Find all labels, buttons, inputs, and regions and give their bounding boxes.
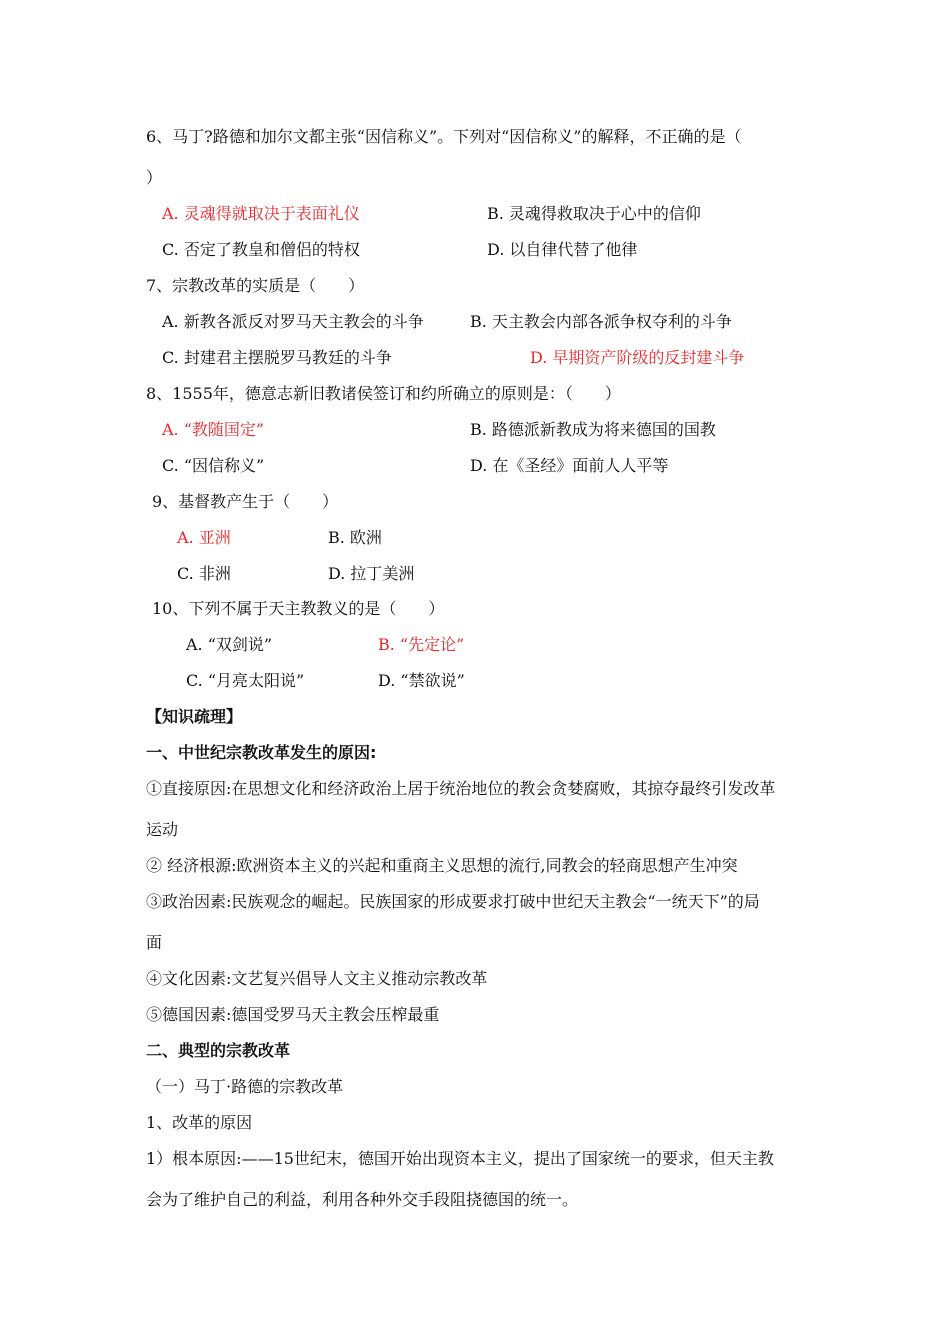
q6-option-a: A. 灵魂得就取决于表面礼仪: [162, 204, 360, 223]
q8-option-d: D. 在《圣经》面前人人平等: [470, 456, 669, 475]
root-cause: 1）根本原因:——15世纪末，德国开始出现资本主义，提出了国家统一的要求，但天主教: [146, 1149, 774, 1168]
q7-option-b: B. 天主教会内部各派争权夺利的斗争: [470, 312, 732, 331]
q6-stem-cont: ）: [146, 168, 163, 187]
q8-option-a: A. “教随国定”: [162, 420, 265, 439]
section-1-title: 一、中世纪宗教改革发生的原因:: [146, 743, 377, 762]
q7-option-d: D. 早期资产阶级的反封建斗争: [530, 348, 745, 367]
q6-option-b: B. 灵魂得救取决于心中的信仰: [487, 204, 701, 223]
q8-option-c: C. “因信称义”: [162, 456, 265, 475]
q9-option-b: B. 欧洲: [328, 528, 382, 547]
cause-cultural: ④文化因素:文艺复兴倡导人文主义推动宗教改革: [146, 969, 488, 988]
q6-option-c: C. 否定了教皇和僧侣的特权: [162, 240, 360, 259]
q7-option-a: A. 新教各派反对罗马天主教会的斗争: [162, 312, 424, 331]
q6-stem: 6、马丁?路德和加尔文都主张“因信称义”。下列对“因信称义”的解释，不正确的是（: [146, 127, 742, 146]
q9-stem: 9、基督教产生于（ ）: [152, 492, 339, 511]
root-cause-cont: 会为了维护自己的利益，利用各种外交手段阻挠德国的统一。: [146, 1190, 579, 1209]
reform-cause-heading: 1、改革的原因: [146, 1113, 253, 1132]
cause-economic: ② 经济根源:欧洲资本主义的兴起和重商主义思想的流行,同教会的轻商思想产生冲突: [146, 856, 738, 875]
cause-germany: ⑤德国因素:德国受罗马天主教会压榨最重: [146, 1005, 440, 1024]
q10-option-a: A. “双剑说”: [186, 635, 273, 654]
q10-stem: 10、下列不属于天主教教义的是（ ）: [152, 599, 445, 618]
q10-option-c: C. “月亮太阳说”: [186, 671, 305, 690]
cause-political-cont: 面: [146, 933, 163, 952]
cause-direct-cont: 运动: [146, 820, 179, 839]
q9-option-a: A. 亚洲: [177, 528, 231, 547]
q6-option-d: D. 以自律代替了他律: [487, 240, 638, 259]
cause-direct: ①直接原因:在思想文化和经济政治上居于统治地位的教会贪婪腐败，其掠夺最终引发改革: [146, 779, 776, 798]
knowledge-heading: 【知识疏理】: [146, 707, 243, 726]
cause-political: ③政治因素:民族观念的崛起。民族国家的形成要求打破中世纪天主教会“一统天下”的局: [146, 892, 760, 911]
q9-option-d: D. 拉丁美洲: [328, 564, 415, 583]
section-2-subtitle: （一）马丁·路德的宗教改革: [146, 1077, 344, 1096]
q9-option-c: C. 非洲: [177, 564, 231, 583]
q7-stem: 7、宗教改革的实质是（ ）: [146, 276, 365, 295]
q8-option-b: B. 路德派新教成为将来德国的国教: [470, 420, 716, 439]
q10-option-d: D. “禁欲说”: [378, 671, 465, 690]
section-2-title: 二、典型的宗教改革: [146, 1041, 291, 1060]
q8-stem: 8、1555年，德意志新旧教诸侯签订和约所确立的原则是：（ ）: [146, 384, 621, 403]
q10-option-b: B. “先定论”: [378, 635, 465, 654]
q7-option-c: C. 封建君主摆脱罗马教廷的斗争: [162, 348, 392, 367]
